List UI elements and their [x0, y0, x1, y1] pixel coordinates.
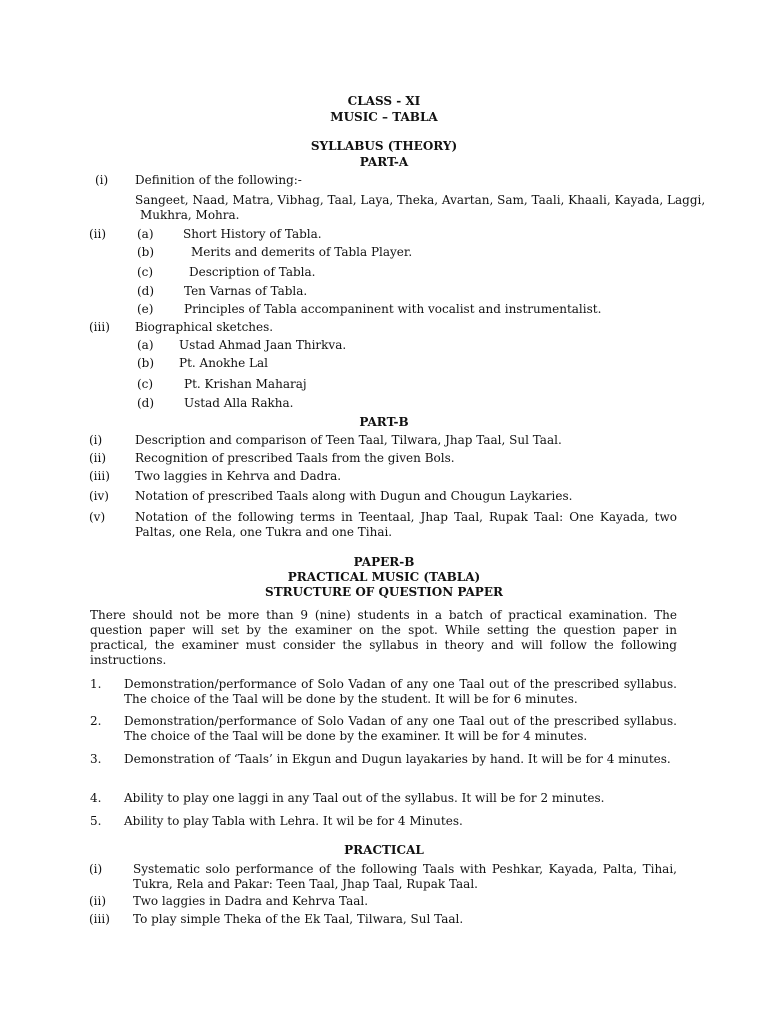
item-number: (v): [89, 510, 106, 524]
structure-heading: STRUCTURE OF QUESTION PAPER: [265, 585, 503, 599]
subject-heading: MUSIC – TABLA: [330, 110, 438, 124]
item-number: (iv): [89, 489, 109, 503]
sub-letter: (a): [137, 227, 154, 241]
item-number: 3.: [90, 752, 102, 766]
item-number: 1.: [90, 677, 102, 691]
practical-music-heading: PRACTICAL MUSIC (TABLA): [287, 570, 481, 584]
item-number: (ii): [89, 894, 107, 908]
sub-text: Principles of Tabla accompaninent with vocalist and instrumentalist.: [184, 302, 602, 316]
sub-text: Ten Varnas of Tabla.: [184, 284, 308, 298]
item-number: (ii): [89, 227, 107, 241]
sub-text: Description of Tabla.: [189, 265, 316, 279]
sub-letter: (c): [137, 265, 154, 279]
item-text: Demonstration/performance of Solo Vadan of any one Taal out of the prescribed syllabus. The choice of the Taal will be done by the student. It will be for 6 minutes.: [124, 677, 677, 706]
item-number: 4.: [90, 791, 102, 805]
sub-text: Pt. Krishan Maharaj: [184, 377, 307, 391]
sub-letter: (a): [137, 338, 154, 352]
item-text: Demonstration of ‘Taals’ in Ekgun and Dugun layakaries by hand. It will be for 4 minutes.: [124, 752, 671, 766]
item-text: Description and comparison of Teen Taal, Tilwara, Jhap Taal, Sul Taal.: [135, 433, 562, 447]
class-heading: CLASS - XI: [347, 94, 421, 108]
item-text: Two laggies in Kehrva and Dadra.: [135, 469, 342, 483]
item-number: (iii): [89, 912, 110, 926]
item-text: Notation of the following terms in Teentaal, Jhap Taal, Rupak Taal: One Kayada, two Paltas, one Rela, one Tukra and one Tihai.: [135, 510, 677, 539]
item-text: Demonstration/performance of Solo Vadan of any one Taal out of the prescribed syllabus. The choice of the Taal will be done by the examiner. It will be for 4 minutes.: [124, 714, 677, 743]
sub-text: Ustad Ahmad Jaan Thirkva.: [179, 338, 347, 352]
item-text: To play simple Theka of the Ek Taal, Tilwara, Sul Taal.: [133, 912, 464, 926]
item-number: (ii): [89, 451, 107, 465]
item-number: (iii): [89, 320, 110, 334]
item-number: (i): [89, 862, 103, 876]
sub-letter: (b): [137, 245, 155, 259]
item-text: Ability to play Tabla with Lehra. It wil be for 4 Minutes.: [124, 814, 463, 828]
sub-letter: (d): [137, 396, 155, 410]
intro-paragraph: There should not be more than 9 (nine) students in a batch of practical examination. The question paper will set by the examiner on the spot. While setting the question paper in practical, the examiner must consider the syllabus in theory and will follow the following instructions.: [90, 608, 677, 667]
item-text: Sangeet, Naad, Matra, Vibhag, Taal, Laya, Theka, Avartan, Sam, Taali, Khaali, Kayada, Laggi,: [135, 193, 706, 207]
part-a-heading: PART-A: [359, 155, 409, 169]
item-text: Biographical sketches.: [135, 320, 274, 334]
sub-text: Pt. Anokhe Lal: [179, 356, 269, 370]
part-b-heading: PART-B: [359, 415, 409, 429]
item-text: Systematic solo performance of the following Taals with Peshkar, Kayada, Palta, Tihai, Tukra, Rela and Pakar: Teen Taal, Jhap Taal, Rupak Taal.: [133, 862, 677, 891]
item-number: 5.: [90, 814, 102, 828]
item-text: Notation of prescribed Taals along with Dugun and Chougun Laykaries.: [135, 489, 573, 503]
sub-text: Short History of Tabla.: [183, 227, 322, 241]
sub-text: Ustad Alla Rakha.: [184, 396, 294, 410]
item-number: 2.: [90, 714, 102, 728]
item-text: Recognition of prescribed Taals from the given Bols.: [135, 451, 455, 465]
practical-heading: PRACTICAL: [344, 843, 424, 857]
item-text: Ability to play one laggi in any Taal out of the syllabus. It will be for 2 minutes.: [124, 791, 605, 805]
paper-b-heading: PAPER-B: [353, 555, 415, 569]
item-text: Mukhra, Mohra.: [140, 208, 240, 222]
sub-letter: (b): [137, 356, 155, 370]
syllabus-heading: SYLLABUS (THEORY): [310, 139, 458, 153]
sub-letter: (c): [137, 377, 154, 391]
item-text: Two laggies in Dadra and Kehrva Taal.: [133, 894, 369, 908]
item-number: (i): [95, 173, 109, 187]
sub-letter: (d): [137, 284, 155, 298]
sub-text: Merits and demerits of Tabla Player.: [191, 245, 413, 259]
item-text: Definition of the following:-: [135, 173, 302, 187]
item-number: (i): [89, 433, 103, 447]
sub-letter: (e): [137, 302, 154, 316]
item-number: (iii): [89, 469, 110, 483]
